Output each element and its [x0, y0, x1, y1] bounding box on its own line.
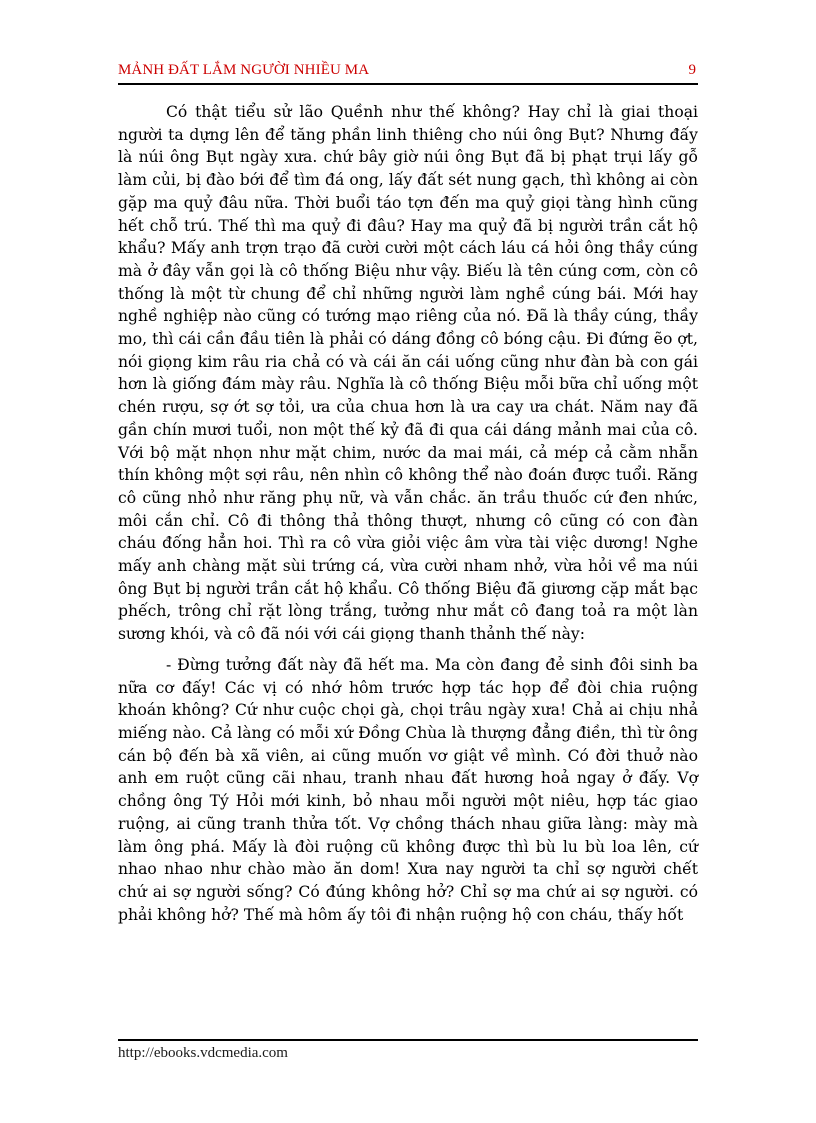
page-number: 9 — [688, 62, 696, 78]
body-text — [118, 101, 698, 934]
header-divider — [118, 83, 698, 85]
paragraph: - Đừng tưởng đất này đã hết ma. Ma còn đang đẻ sinh đôi sinh ba nữa cơ đấy! Các vị có nhớ hôm trước hợp tác họp để đòi chia ruộng khoán không? Cứ như cuộc chọi gà, chọi trâu ngày xưa! Chả ai chịu nhả miếng nào. Cả làng có mỗi xứ Đồng Chùa là thượng đẳng điền, thì từ ông cán bộ đến bà xã viên, ai cũng muốn vơ giật về mình. Có đời thuở nào anh em ruột cũng cãi nhau, tranh nhau đất hương hoả ngay ở đấy. Vợ chồng ông Tý Hỏi mới kinh, bỏ nhau mỗi người một niêu, hợp tác giao ruộng, ai cũng tranh thửa tốt. Vợ chồng thách nhau giữa làng: mày mà làm ông phá. Mấy là đòi ruộng cũ không được thì bù lu bù loa lên, cứ nhao nhao như chào mào ăn dom! Xưa nay người ta chỉ sợ người chết chứ ai sợ người sống? Có đúng không hở? Chỉ sợ ma chứ ai sợ người. có phải không hở? Thế mà hôm ấy tôi đi nhận ruộng hộ con cháu, thấy hốt — [118, 655, 698, 924]
footer-url[interactable]: http://ebooks.vdcmedia.com — [118, 1045, 288, 1061]
paragraph: Có thật tiểu sử lão Quềnh như thế không? Hay chỉ là giai thoại người ta dựng lên để tăng phần linh thiêng cho núi ông Bụt? Nhưng đấy là núi ông Bụt ngày xưa. chứ bây giờ núi ông Bụt đã bị phạt trụi lấy gỗ làm củi, bị đào bới để tìm đá ong, lấy đất sét nung gạch, thì không ai còn gặp ma quỷ đâu nữa. Thời buổi táo tợn đến ma quỷ giọi tàng hình cũng hết chỗ trú. Thế thì ma quỷ đi đâu? Hay ma quỷ đã bị người trần cắt hộ khẩu? Mấy anh trợn trạo đã cười cười một cách láu cá hỏi ông thầy cúng mà ở đây vẫn gọi là cô thống Biệu như vậy. Biếu là tên cúng cơm, còn cô thống là một từ chung để chỉ những người làm nghề cúng bái. Mới hay nghề nghiệp nào cũng có tướng mạo riêng của nó. Đã là thầy cúng, thầy mo, thì cái cần đầu tiên là phải có dáng đồng cô bóng cậu. Đi đứng ẽo ợt, nói giọng kim râu ria chả có và cái ăn cái uống cũng như đàn bà con gái hơn là giống đám mày râu. Nghĩa là cô thống Biệu mỗi bữa chỉ uống một chén rượu, sợ ớt sợ tỏi, ưa của chua hơn là ưa cay ưa chát. Năm nay đã gần chín mươi tuổi, non một thế kỷ đã đi qua cái dáng mảnh mai của cô. Với bộ mặt nhọn như mặt chim, nước da mai mái, cả mép cả cằm nhẵn thín không một sợi râu, nên nhìn cô không thể nào đoán được tuổi. Răng cô cũng nhỏ như răng phụ nữ, và vẫn chắc. ăn trầu thuốc cứ đen nhức, môi cắn chỉ. Cô đi thông thả thông thượt, nhưng cô cũng có con đàn cháu đống hẳn hoi. Thì ra cô vừa giỏi việc âm vừa tài việc dương! Nghe mấy anh chàng mặt sùi trứng cá, vừa cười nham nhở, vừa hỏi về ma núi ông Bụt bị người trần cắt hộ khẩu. Cô thống Biệu đã giương cặp mắt bạc phếch, trông chỉ rặt lòng trắng, tưởng như mắt cô đang toả ra một làn sương khói, và cô đã nói với cái giọng thanh thảnh thế này: — [118, 103, 698, 644]
running-header — [118, 62, 696, 84]
footer-divider — [118, 1039, 698, 1041]
book-title: MẢNH ĐẤT LẮM NGƯỜI NHIỀU MA — [118, 62, 370, 78]
